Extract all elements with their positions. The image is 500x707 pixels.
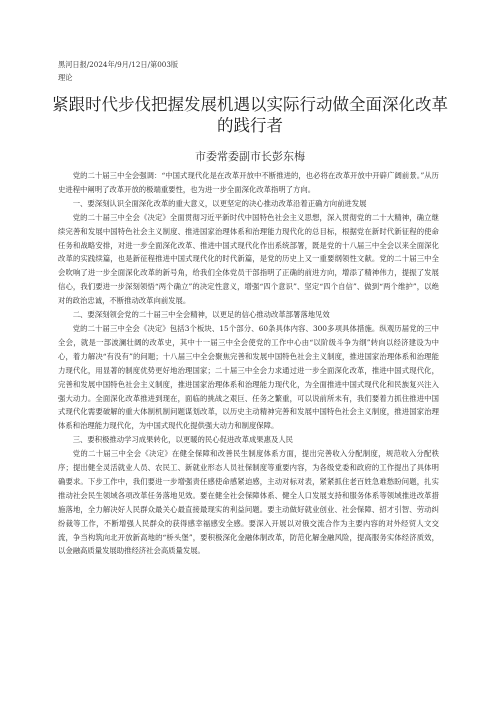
paragraph-section-1: 党的二十届三中全会《决定》全面贯彻习近平新时代中国特色社会主义思想，深入贯彻党的二十大精神，确立继续完善和发展中国特色社会主义制度、推进国家治理体系和治理能力现代化的总目标，根据党在新时代新征程的使命任务和战略安排，对进一步全面深化改革、推进中国式现代化作出系统部署，既是党的十八届三中全会以来全面深化改革的实践续篇，也是新征程推进中国式现代化的时代新篇，是党的历史上又一重要纲领性文献。党的二十届三中全会吹响了进一步全面深化改革的新号角，给我们全体党员干部指明了正确的前进方向，增添了精神伟力，提振了发展信心，我们要进一步深刻领悟“两个确立”的决定性意义，增强“四个意识”、坚定“四个自信”、做到“两个维护”，以绝对的政治忠诚，不断推动改革向前发展。 <box>58 212 439 306</box>
paragraph-section-2: 党的二十届三中全会《决定》包括3个板块、15个部分、60条具体内容、300多项具体措施。纵观历届党的三中全会，就是一部波澜壮阔的改革史，其中十一届三中全会使党的工作中心由“以阶级斗争为纲”转向以经济建设为中心，着力解决“有没有”的问题；十八届三中全会聚焦完善和发展中国特色社会主义制度，推进国家治理体系和治理能力现代化，用显著的制度优势更好地治理国家；二十届三中全会力求通过进一步全面深化改革，推进中国式现代化，完善和发展中国特色社会主义制度，推进国家治理体系和治理能力现代化，为全面推进中国式现代化和民族复兴注入强大动力。全面深化改革推进到现在，面临的挑战之艰巨、任务之繁重，可以说前所未有，我们要着力抓住推进中国式现代化需要破解的重大体制机制问题谋划改革，以历史主动精神完善和发展中国特色社会主义制度，推进国家治理体系和治理能力现代化，为中国式现代化提供强大动力和制度保障。 <box>58 323 439 431</box>
article-byline: 市委常委副市长彭东梅 <box>195 150 305 163</box>
paragraph-intro: 党的二十届三中全会强调：“中国式现代化是在改革开放中不断推进的，也必将在改革开放中开辟广阔前景。”从历史进程中阐明了改革开放的极端重要性，也为进一步全面深化改革指明了方向。 <box>58 171 439 194</box>
source-line: 黑河日报/2024年/9月/12日/第003版 <box>58 60 179 69</box>
section-heading-1: 一、要深刻认识全面深化改革的重大意义，以更坚定的决心推动改革沿着正确方向前进发展 <box>72 198 367 208</box>
article-title-line-2: 的践行者 <box>217 116 283 135</box>
paragraph-section-3: 党的二十届三中全会《决定》在健全保障和改善民生制度体系方面，提出完善收入分配制度，规范收入分配秩序；提出健全灵活就业人员、农民工、新就业形态人员社保制度等重要内容，为各级党委和政府的工作提出了具体明确要求。下步工作中，我们要进一步增强责任感使命感紧迫感，主动对标对表，紧紧抓住老百姓急难愁盼问题，扎实推动社会民生领域各项改革任务落地见效。要在健全社会保障体系、健全人口发展支持和服务体系等领域推进改革措施落地，全力解决好人民群众最关心最直接最现实的利益问题。要主动做好就业创业、社会保障、招才引智、劳动纠纷裁等工作，不断增强人民群众的获得感幸福感安全感。要深入开展以对俄交流合作为主要内容的对外经贸人文交流，争当构筑向北开放新高地的“桥头堡”，要积极深化金融体制改革，防范化解金融风险，提高服务实体经济质效，以金融高质量发展助推经济社会高质量发展。 <box>58 449 439 556</box>
section-heading-3: 三、要积极推动学习成果转化，以更暖的民心促进改革成果惠及人民 <box>72 435 294 445</box>
article-body <box>58 169 439 558</box>
article-meta <box>58 58 178 84</box>
section-heading-2: 二、要深刻领会党的二十届三中全会精神，以更足的信心推动改革部署落地见效 <box>72 310 330 320</box>
article-title-line-1: 紧跟时代步伐把握发展机遇以实际行动做全面深化改革 <box>52 95 448 114</box>
section-label: 理论 <box>58 73 73 82</box>
